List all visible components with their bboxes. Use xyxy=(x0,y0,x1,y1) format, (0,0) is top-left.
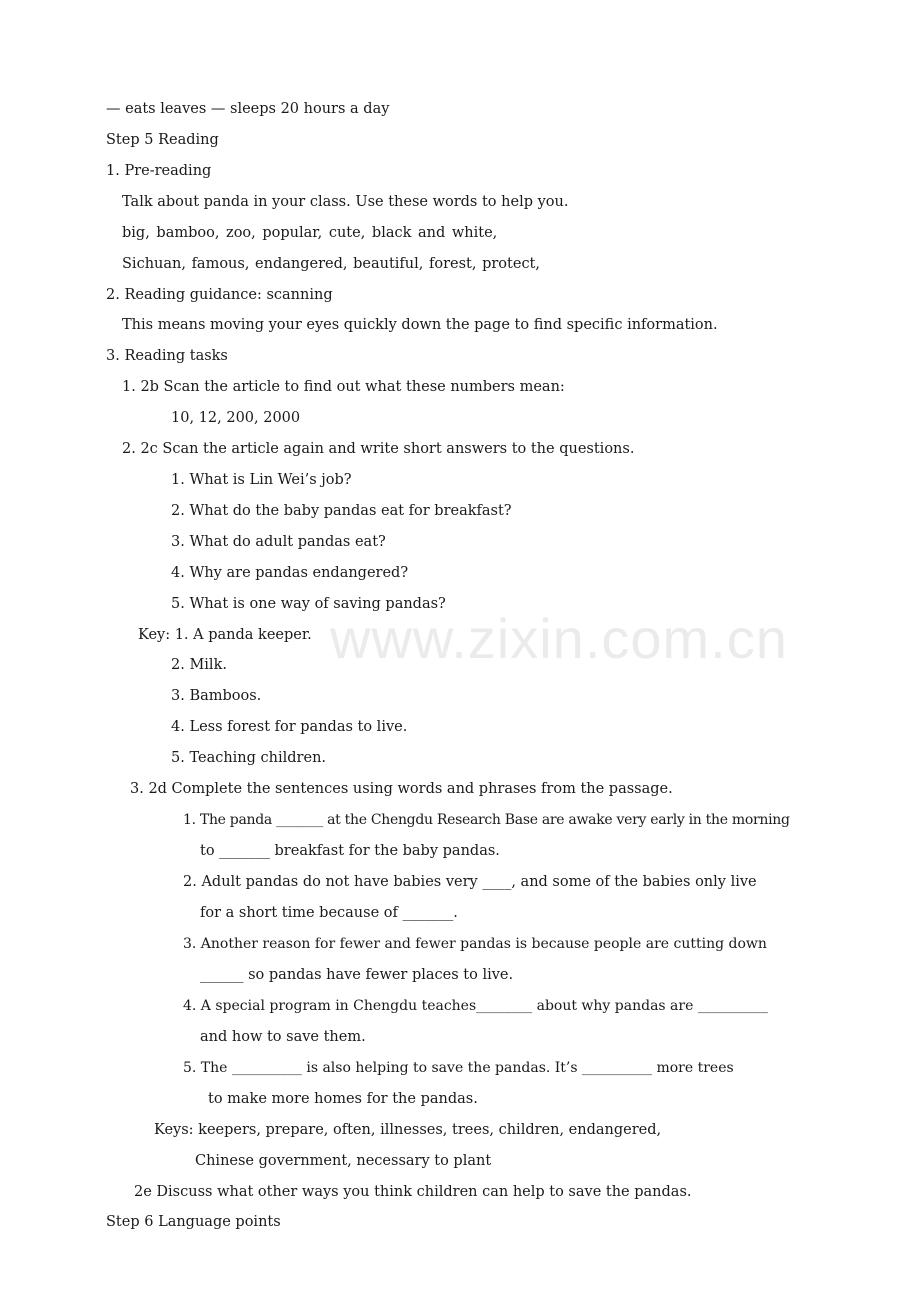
task-line: 2e Discuss what other ways you think children can help to save the pandas. xyxy=(134,1184,692,1200)
question-line: 3. What do adult pandas eat? xyxy=(171,534,386,550)
sentence-line: 3. Another reason for fewer and fewer pandas is because people are cutting down xyxy=(183,936,767,952)
section-heading: Step 5 Reading xyxy=(106,132,219,148)
task-line: 3. 2d Complete the sentences using words and phrases from the passage. xyxy=(130,781,673,797)
answer-line: 5. Teaching children. xyxy=(171,750,327,766)
sentence-line: 1. The panda _______ at the Chengdu Research Base are awake very early in the morning xyxy=(183,812,790,828)
text-line: big, bamboo, zoo, popular, cute, black and white, xyxy=(122,225,498,241)
sentence-line: to make more homes for the pandas. xyxy=(208,1091,478,1107)
key-line: Chinese government, necessary to plant xyxy=(195,1153,492,1169)
question-line: 5. What is one way of saving pandas? xyxy=(171,596,446,612)
sentence-line: 2. Adult pandas do not have babies very ____, and some of the babies only live xyxy=(183,874,757,890)
question-line: 1. What is Lin Wei’s job? xyxy=(171,472,352,488)
question-line: 2. What do the baby pandas eat for breakfast? xyxy=(171,503,512,519)
sentence-line: 4. A special program in Chengdu teaches________ about why pandas are __________ xyxy=(183,998,768,1014)
answer-line: 4. Less forest for pandas to live. xyxy=(171,719,408,735)
sentence-line: ______ so pandas have fewer places to live. xyxy=(200,967,514,983)
sentence-line: 5. The __________ is also helping to save the pandas. It’s __________ more trees xyxy=(183,1060,734,1076)
text-line: 10, 12, 200, 2000 xyxy=(171,410,301,426)
sentence-line: for a short time because of _______. xyxy=(200,905,458,921)
answer-line: 2. Milk. xyxy=(171,657,227,673)
sentence-line: to _______ breakfast for the baby pandas. xyxy=(200,843,500,859)
question-line: 4. Why are pandas endangered? xyxy=(171,565,409,581)
task-line: 1. 2b Scan the article to find out what these numbers mean: xyxy=(122,379,565,395)
text-line: — eats leaves — sleeps 20 hours a day xyxy=(106,101,390,117)
key-line: Keys: keepers, prepare, often, illnesses, trees, children, endangered, xyxy=(154,1122,662,1138)
text-line: This means moving your eyes quickly down the page to find specific information. xyxy=(122,317,718,333)
subheading: 3. Reading tasks xyxy=(106,348,228,364)
text-line: Talk about panda in your class. Use these words to help you. xyxy=(122,194,569,210)
answer-line: 3. Bamboos. xyxy=(171,688,262,704)
text-line: Sichuan, famous, endangered, beautiful, forest, protect, xyxy=(122,256,540,272)
subheading: 1. Pre-reading xyxy=(106,163,212,179)
section-heading: Step 6 Language points xyxy=(106,1214,281,1230)
task-line: 2. 2c Scan the article again and write short answers to the questions. xyxy=(122,441,635,457)
subheading: 2. Reading guidance: scanning xyxy=(106,287,333,303)
key-line: Key: 1. A panda keeper. xyxy=(138,627,312,643)
watermark: www.zixin.com.cn xyxy=(330,607,788,670)
sentence-line: and how to save them. xyxy=(200,1029,366,1045)
